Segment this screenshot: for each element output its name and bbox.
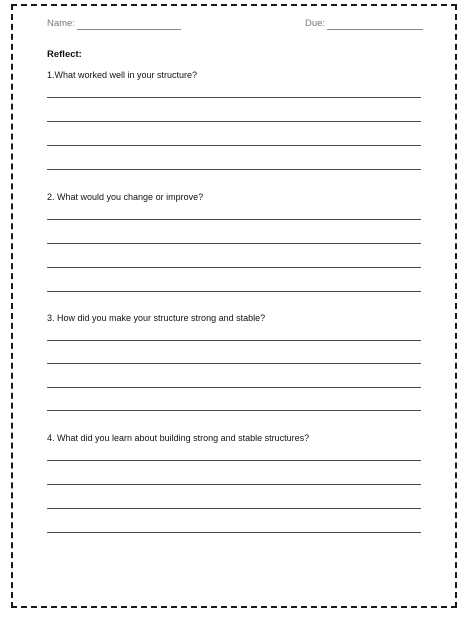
answer-line-3-3[interactable] xyxy=(47,387,421,388)
answer-line-4-2[interactable] xyxy=(47,484,421,485)
question-2: 2. What would you change or improve? xyxy=(47,192,204,202)
reflect-heading: Reflect: xyxy=(47,49,82,60)
answer-line-3-4[interactable] xyxy=(47,410,421,411)
answer-line-4-4[interactable] xyxy=(47,532,421,533)
question-1: 1.What worked well in your structure? xyxy=(47,70,198,80)
worksheet-header xyxy=(47,18,426,34)
question-4: 4. What did you learn about building strong and stable structures? xyxy=(47,433,310,443)
answer-line-1-3[interactable] xyxy=(47,145,421,146)
answer-line-2-2[interactable] xyxy=(47,243,421,244)
answer-line-2-1[interactable] xyxy=(47,219,421,220)
answer-line-1-2[interactable] xyxy=(47,121,421,122)
question-3: 3. How did you make your structure strong and stable? xyxy=(47,313,266,323)
name-field[interactable] xyxy=(47,18,181,30)
answer-line-4-3[interactable] xyxy=(47,508,421,509)
due-label: Due: xyxy=(305,18,326,29)
dashed-page-border xyxy=(11,4,457,608)
answer-line-3-1[interactable] xyxy=(47,340,421,341)
answer-line-2-3[interactable] xyxy=(47,267,421,268)
name-blank[interactable] xyxy=(77,19,181,30)
answer-line-2-4[interactable] xyxy=(47,291,421,292)
answer-line-3-2[interactable] xyxy=(47,363,421,364)
answer-line-1-1[interactable] xyxy=(47,97,421,98)
due-field[interactable] xyxy=(305,18,423,30)
name-label: Name: xyxy=(47,18,75,29)
answer-line-4-1[interactable] xyxy=(47,460,421,461)
answer-line-1-4[interactable] xyxy=(47,169,421,170)
due-blank[interactable] xyxy=(327,19,423,30)
